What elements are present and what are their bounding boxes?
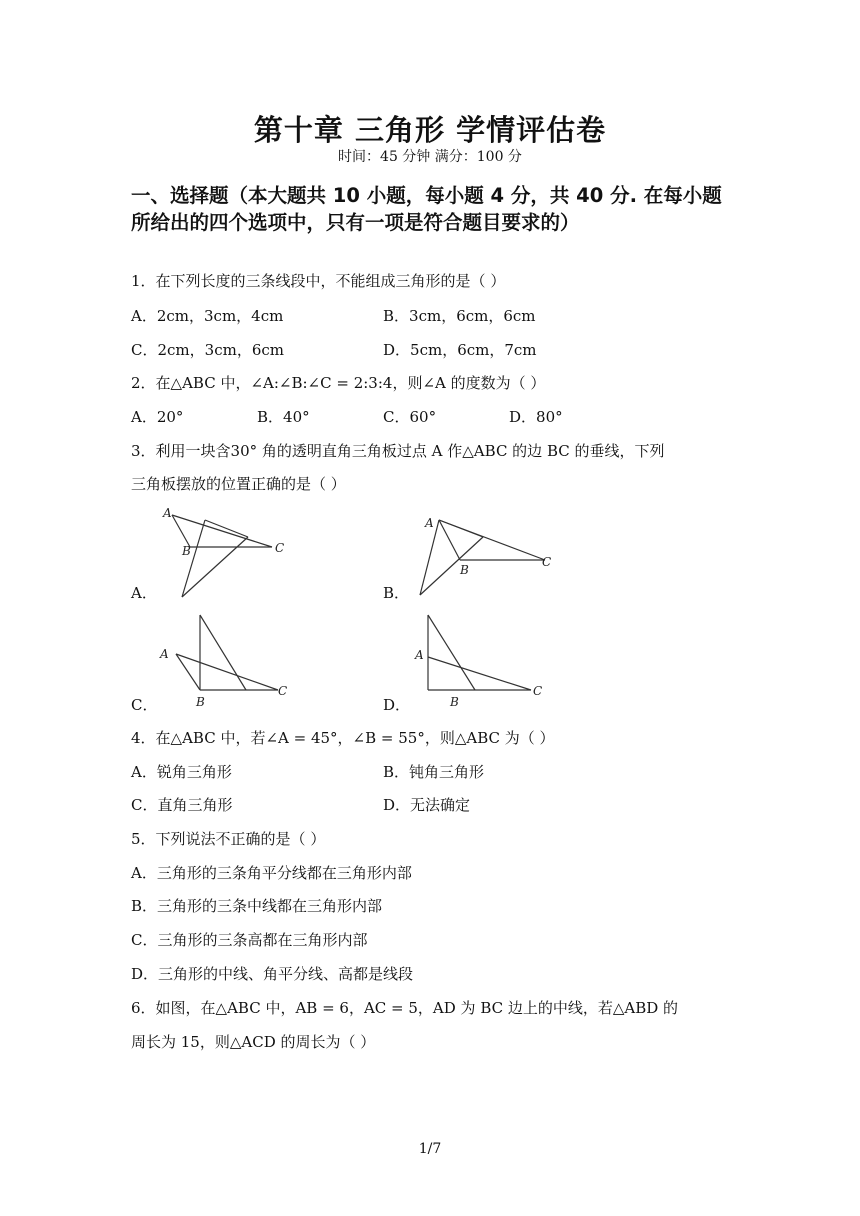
q3-option-d: D．	[383, 696, 411, 714]
label-c: C	[278, 684, 288, 698]
q3-figure-a	[160, 505, 290, 600]
label-c: C	[533, 684, 543, 698]
label-b: B	[196, 695, 205, 709]
q3-figure-c	[158, 612, 293, 707]
label-a: A	[163, 506, 172, 520]
q5-option-c: C．三角形的三条高都在三角形内部	[131, 931, 368, 949]
page-number: 1/7	[418, 1141, 442, 1157]
q1-option-c: C．2cm，3cm，6cm	[131, 341, 284, 359]
q1-option-b: B．3cm，6cm，6cm	[383, 307, 536, 325]
question-6: 6．如图，在△ABC 中，AB = 6，AC = 5，AD 为 BC 边上的中线，若△ABD 的	[131, 999, 679, 1017]
q4-option-d: D．无法确定	[383, 796, 471, 814]
q3-option-c: C．	[131, 696, 158, 714]
question-3: 3．利用一块含30° 角的透明直角三角板过点 A 作△ABC 的边 BC 的垂线，下列	[131, 442, 665, 460]
q2-option-c: C．60°	[383, 408, 437, 426]
label-a: A	[415, 648, 424, 662]
question-2: 2．在△ABC 中，∠A:∠B:∠C = 2:3:4，则∠A 的度数为（ ）	[131, 374, 546, 392]
q3-figure-b	[415, 510, 555, 600]
label-b: B	[182, 544, 191, 558]
q5-option-d: D．三角形的中线、角平分线、高都是线段	[131, 965, 414, 983]
q1-option-d: D．5cm，6cm，7cm	[383, 341, 537, 359]
q3-option-b: B．	[383, 584, 410, 602]
q4-option-b: B．钝角三角形	[383, 763, 485, 781]
question-3-line2: 三角板摆放的位置正确的是（ ）	[131, 475, 346, 493]
q1-option-a: A．2cm，3cm，4cm	[131, 307, 284, 325]
q3-option-a: A．	[131, 584, 157, 602]
question-1: 1．在下列长度的三条线段中，不能组成三角形的是（ ）	[131, 272, 506, 290]
question-4: 4．在△ABC 中，若∠A = 45°，∠B = 55°，则△ABC 为（ ）	[131, 729, 555, 747]
q2-option-b: B．40°	[257, 408, 310, 426]
exam-info: 时间：45 分钟 满分：100 分	[338, 149, 522, 165]
label-b: B	[460, 563, 469, 577]
q5-option-a: A．三角形的三条角平分线都在三角形内部	[131, 864, 412, 882]
q2-option-a: A．20°	[131, 408, 184, 426]
label-a: A	[425, 516, 434, 530]
q4-option-a: A．锐角三角形	[131, 763, 232, 781]
page-title: 第十章 三角形 学情评估卷	[253, 113, 607, 147]
label-c: C	[275, 541, 285, 555]
section-heading: 一、选择题（本大题共 10 小题，每小题 4 分，共 40 分. 在每小题所给出的四个选项中，只有一项是符合题目要求的）	[131, 184, 722, 234]
label-b: B	[450, 695, 459, 709]
q3-figure-d	[413, 612, 553, 707]
q5-option-b: B．三角形的三条中线都在三角形内部	[131, 897, 383, 915]
label-c: C	[542, 555, 552, 569]
q4-option-c: C．直角三角形	[131, 796, 233, 814]
label-a: A	[160, 647, 169, 661]
question-6-line2: 周长为 15，则△ACD 的周长为（ ）	[131, 1033, 376, 1051]
q2-option-d: D．80°	[509, 408, 563, 426]
question-5: 5．下列说法不正确的是（ ）	[131, 830, 326, 848]
